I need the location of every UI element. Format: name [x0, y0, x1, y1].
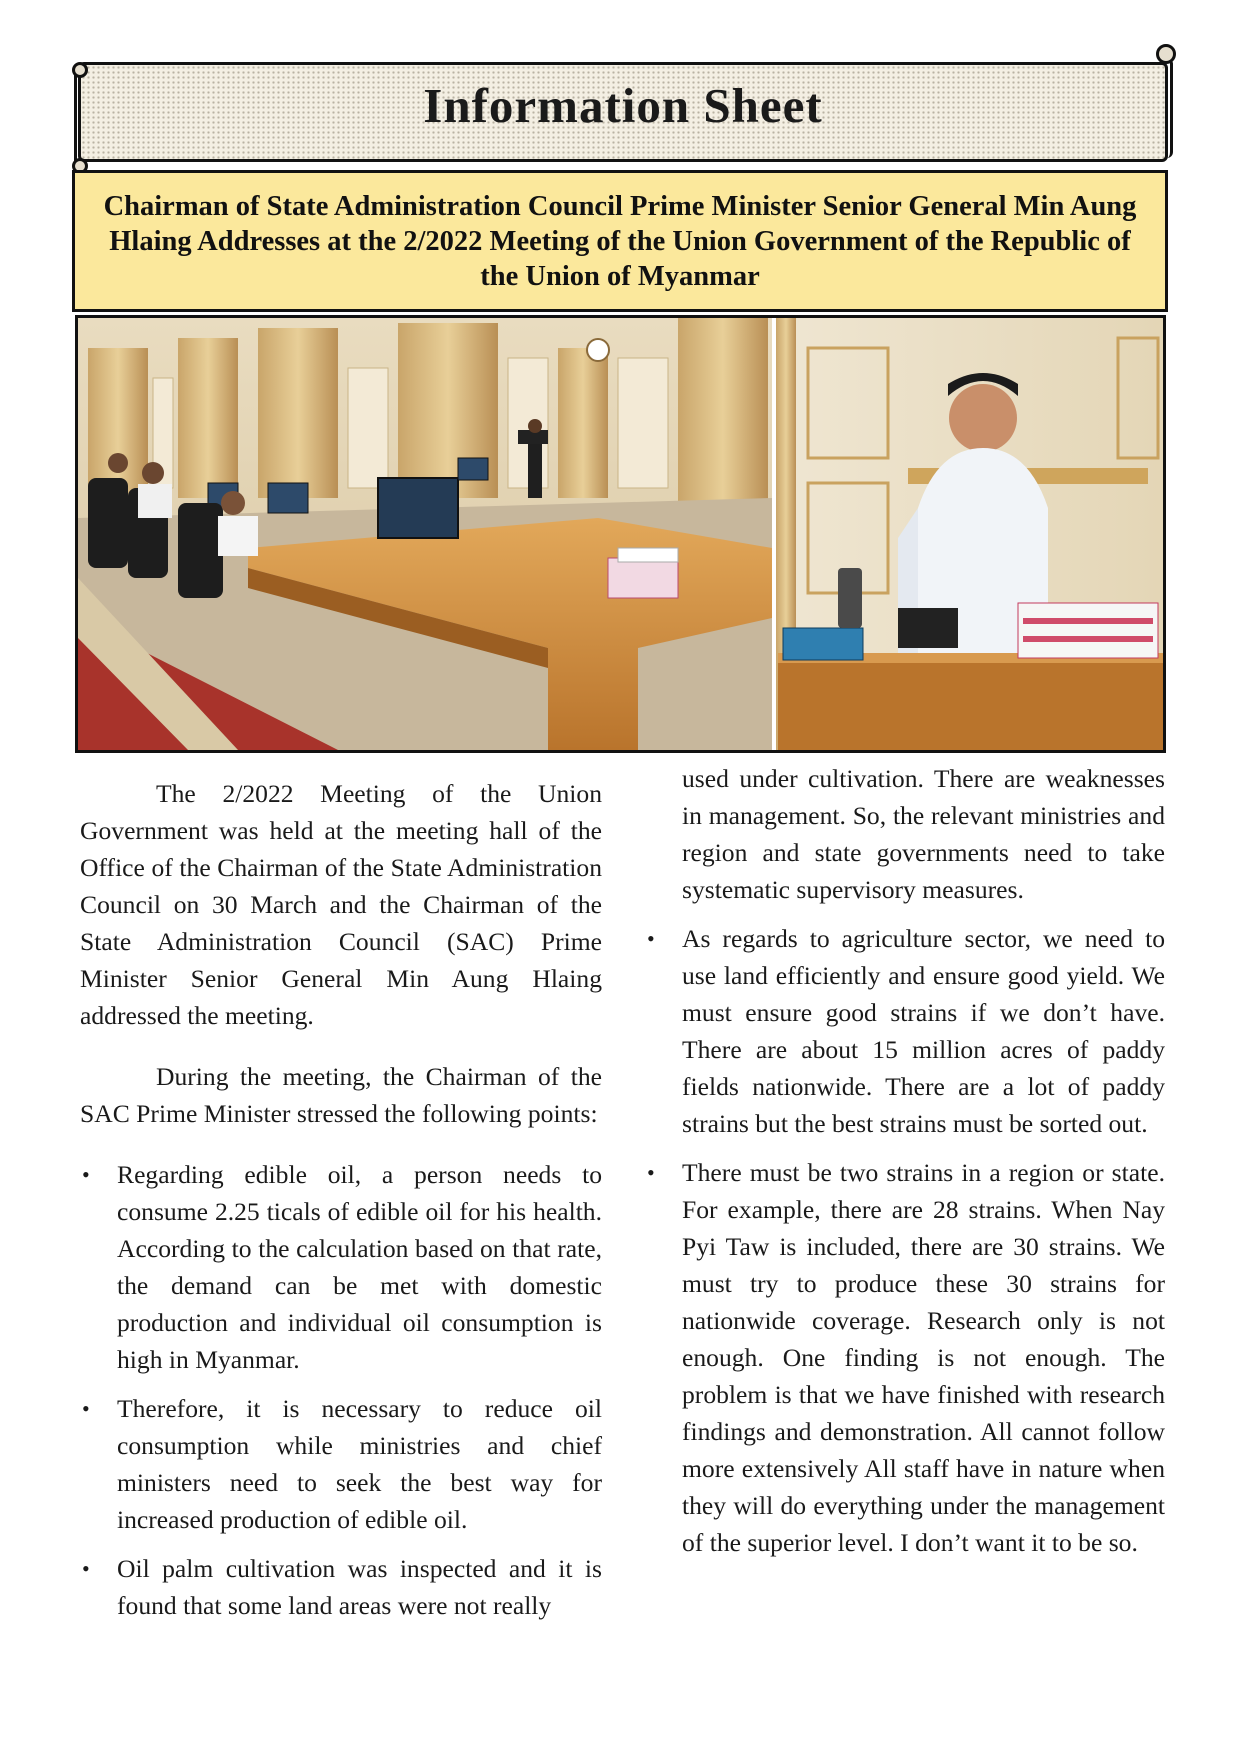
- intro-paragraph: The 2/2022 Meeting of the Union Government was held at the meeting hall of the Office of the Chairman of the State Administration Council on 30 March and the Chairman of the State Administration Council (SAC) Prime Minister Senior General Min Aung Hlaing addressed the meeting.: [80, 779, 602, 1030]
- meeting-hall-scene: [78, 318, 772, 750]
- list-item: [645, 1154, 1165, 1561]
- list-item-continuation: used under cultivation. There are weaknesses in management. So, the relevant ministries and region and state governments need to take systematic supervisory measures.: [682, 764, 1165, 904]
- headline-box: [72, 170, 1168, 312]
- list-item-text: Oil palm cultivation was inspected and it is found that some land areas were not really: [117, 1554, 602, 1620]
- headline: Chairman of State Administration Council Prime Minister Senior General Min Aung Hlaing Addresses at the 2/2022 Meeting of the Union Government of the Republic of the Union of Myanmar: [103, 190, 1137, 292]
- right-column: [645, 760, 1165, 1573]
- bullet-icon: •: [647, 926, 655, 951]
- photo-illustration: [78, 318, 1163, 750]
- list-item: [80, 1156, 602, 1378]
- list-item: [80, 1550, 602, 1624]
- list-item-text: Regarding edible oil, a person needs to consume 2.25 ticals of edible oil for his health. According to the calculation based on that rate, the demand can be met with domestic production and individual oil consumption is high in Myanmar.: [117, 1160, 602, 1374]
- list-item-text: As regards to agriculture sector, we need to use land efficiently and ensure good yield. We must ensure good strains if we don’t have. There are about 15 million acres of paddy fields nationwide. There are a lot of paddy strains but the best strains must be sorted out.: [682, 924, 1165, 1138]
- list-item-text: There must be two strains in a region or state. For example, there are 28 strains. When Nay Pyi Taw is included, there are 30 strains. We must try to produce these 30 strains for nationwide coverage. Research only is not enough. One finding is not enough. The problem is that we have finished with research findings and demonstration. All cannot follow more extensively All staff have in nature when they will do everything under the management of the superior level. I don’t want it to be so.: [682, 1158, 1165, 1557]
- bullet-icon: •: [647, 1160, 655, 1185]
- meeting-photo: [75, 315, 1166, 753]
- right-points-list: [645, 920, 1165, 1561]
- speaker-scene: [776, 318, 1163, 750]
- list-item: [645, 920, 1165, 1142]
- points-intro-paragraph: During the meeting, the Chairman of the SAC Prime Minister stressed the following points:: [80, 1062, 602, 1128]
- bullet-icon: •: [82, 1396, 90, 1421]
- list-item: [80, 1390, 602, 1538]
- left-column: [80, 775, 602, 1636]
- list-item-text: Therefore, it is necessary to reduce oil consumption while ministries and chief ministers need to seek the best way for increased production of edible oil.: [117, 1394, 602, 1534]
- left-points-list: [80, 1156, 602, 1624]
- banner-curl-icon: [1156, 44, 1176, 64]
- bullet-icon: •: [82, 1162, 90, 1187]
- banner-curl-icon: [72, 62, 88, 78]
- page-title: Information Sheet: [423, 78, 823, 133]
- bullet-icon: •: [82, 1556, 90, 1581]
